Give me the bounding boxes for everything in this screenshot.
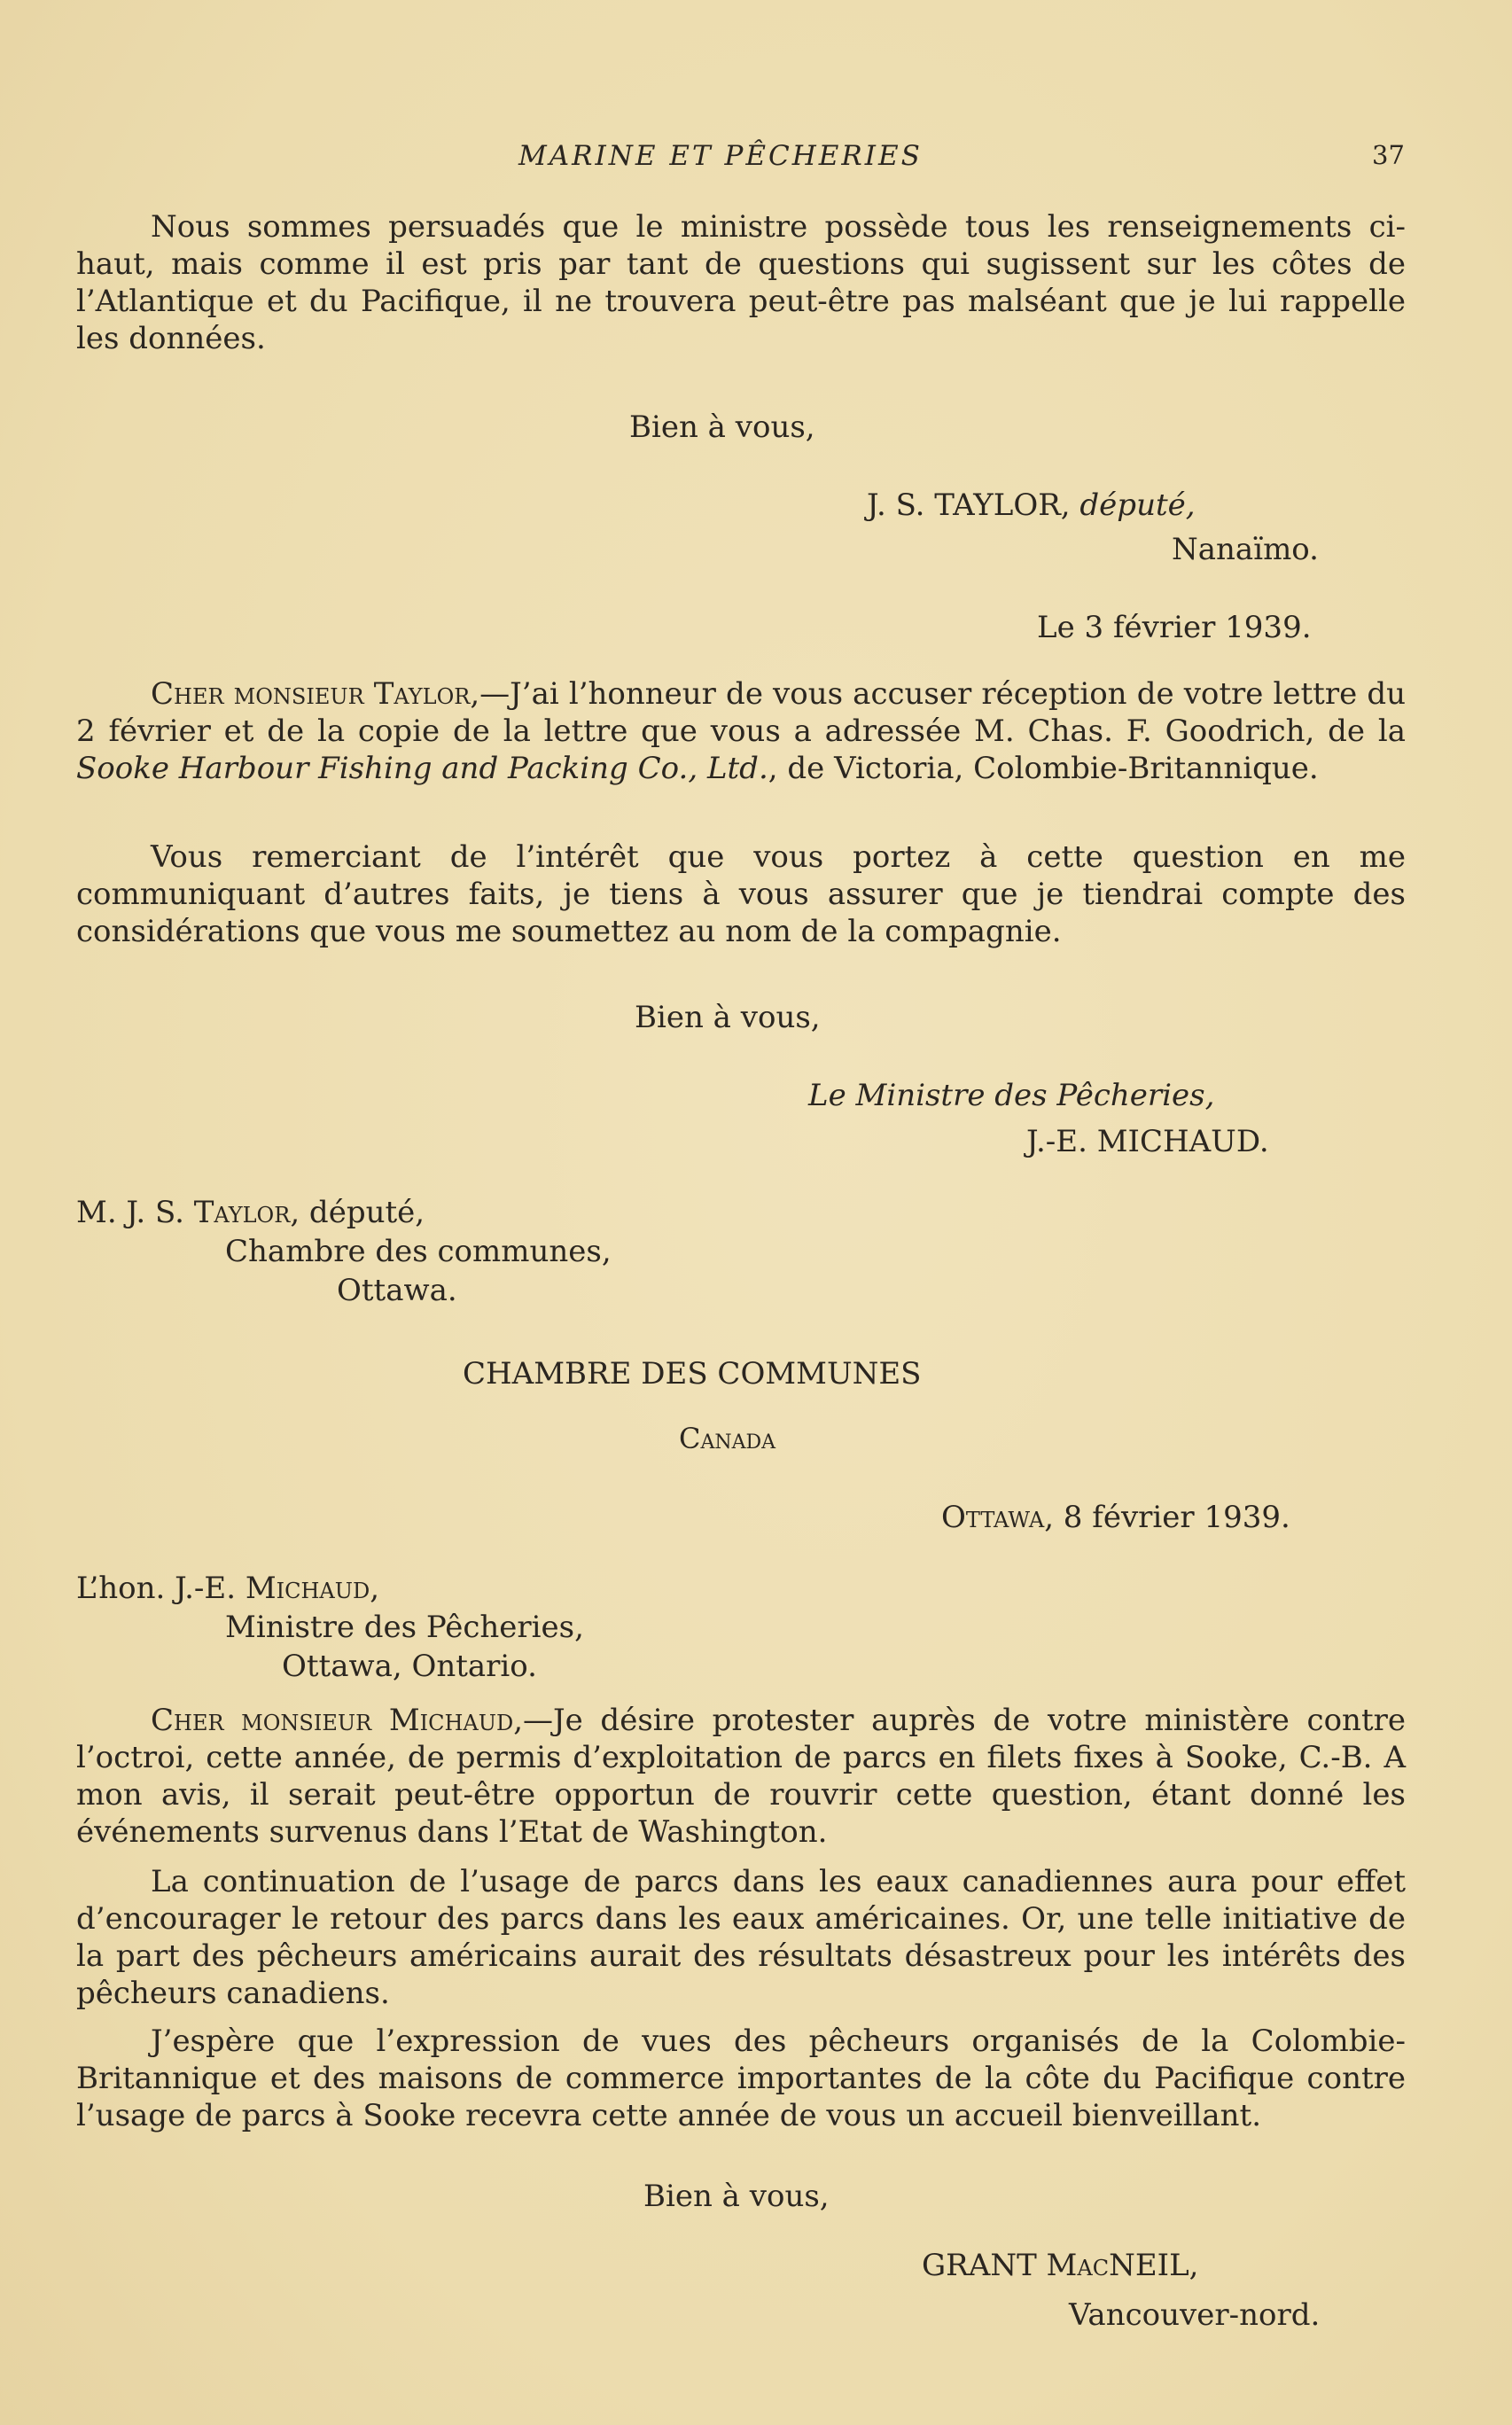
- running-header: MARINE ET PÊCHERIES: [518, 140, 923, 172]
- letter2-salutation: Cher monsieur Taylor,: [151, 676, 480, 712]
- letter3-paragraph-2: La continuation de l’usage de parcs dans les eaux canadiennes aura pour effet d’encourager le retour des parcs dans les eaux américaines. Or, une telle initiative de la part des pêcheurs américains aurait des résultats désastreux pour les intérêts des pêcheurs canadiens.: [76, 1864, 1406, 2011]
- letter1-signature: [867, 487, 1196, 523]
- letter2-signature-title: Le Ministre des Pêcheries,: [808, 1078, 1215, 1113]
- letter1-signature-name: J. S. TAYLOR,: [867, 487, 1071, 523]
- letter2-para1-text: —J’ai l’honneur de vous accuser réception de votre lettre du 2 février et de la copie de la lettre que vous a adressée M. Chas. F. Goodrich, de la: [76, 676, 1406, 749]
- signature-part-a: GRANT M: [922, 2248, 1078, 2283]
- signature-part-sc: ac: [1077, 2248, 1110, 2283]
- letter3-heading: CHAMBRE DES COMMUNES: [463, 1356, 922, 1392]
- recipient-surname: Michaud: [245, 1571, 370, 1606]
- letter3-signature-name: [922, 2248, 1198, 2283]
- letter1-closing: Bien à vous,: [629, 409, 815, 445]
- letter2-recipient-line2: Chambre des communes,: [225, 1234, 612, 1269]
- letter2-paragraph-2: Vous remerciant de l’intérêt que vous portez à cette question en me communiquant d’autres faits, je tiens à vous assurer que je tiendrai compte des considérations que vous me soumettez au nom de la compagnie.: [76, 839, 1406, 949]
- recipient-surname: Taylor: [193, 1195, 291, 1230]
- letter2-closing: Bien à vous,: [635, 1000, 821, 1035]
- letter3-recipient-line2: Ministre des Pêcheries,: [225, 1610, 584, 1645]
- letter2-signature-name: J.-E. MICHAUD.: [1026, 1124, 1269, 1159]
- letter3-date-place: Ottawa: [941, 1500, 1045, 1535]
- recipient-prefix: L’hon. J.-E.: [76, 1571, 246, 1606]
- letter3-recipient-line3: Ottawa, Ontario.: [282, 1649, 537, 1684]
- letter3-salutation: Cher monsieur Michaud,: [151, 1703, 524, 1738]
- letter3-para1-text: —Je désire protester auprès de votre ministère contre l’octroi, cette année, de permis d’exploitation de parcs en filets fixes à Sooke, C.-B. A mon avis, il serait peut-être opportun de rouvrir cette question, étant donné les événements survenus dans l’Etat de Washington.: [76, 1703, 1406, 1850]
- letter3-closing: Bien à vous,: [643, 2179, 830, 2214]
- letter3-subheading: Canada: [679, 1422, 776, 1455]
- letter2-date: Le 3 février 1939.: [1037, 610, 1312, 645]
- letter3-signature-place: Vancouver-nord.: [1069, 2297, 1321, 2333]
- letter3-paragraph-3: J’espère que l’expression de vues des pêcheurs organisés de la Colombie-Britannique et des maisons de commerce importantes de la côte du Pacifique contre l’usage de parcs à Sooke recevra cette année de vous un accueil bienveillant.: [76, 2023, 1406, 2133]
- recipient-suffix: , député,: [290, 1195, 425, 1230]
- page-number: 37: [1372, 140, 1405, 170]
- letter1-signature-title: député,: [1079, 487, 1196, 523]
- letter2-recipient-line3: Ottawa.: [337, 1273, 457, 1308]
- recipient-prefix: M. J. S.: [76, 1195, 194, 1230]
- letter3-recipient-name: [76, 1571, 379, 1606]
- letter3-date-rest: , 8 février 1939.: [1044, 1500, 1290, 1535]
- letter3-paragraph-1: [76, 1702, 1406, 1851]
- letter2-company: Sooke Harbour Fishing and Packing Co., Ltd.: [76, 751, 768, 786]
- letter1-paragraph: Nous sommes persuadés que le ministre possède tous les renseignements ci-haut, mais comme il est pris par tant de questions qui sugissent sur les côtes de l’Atlantique et du Pacifique, il ne trouvera peut-être pas malséant que je lui rappelle les données.: [76, 209, 1406, 356]
- recipient-suffix: ,: [370, 1571, 380, 1606]
- signature-part-b: NEIL,: [1109, 2248, 1199, 2283]
- letter3-date: [941, 1500, 1290, 1535]
- letter1-signature-place: Nanaïmo.: [1172, 532, 1319, 567]
- letter2-paragraph-1: [76, 675, 1406, 787]
- letter2-recipient-name: [76, 1195, 425, 1230]
- letter2-para1-end: , de Victoria, Colombie-Britannique.: [768, 751, 1319, 786]
